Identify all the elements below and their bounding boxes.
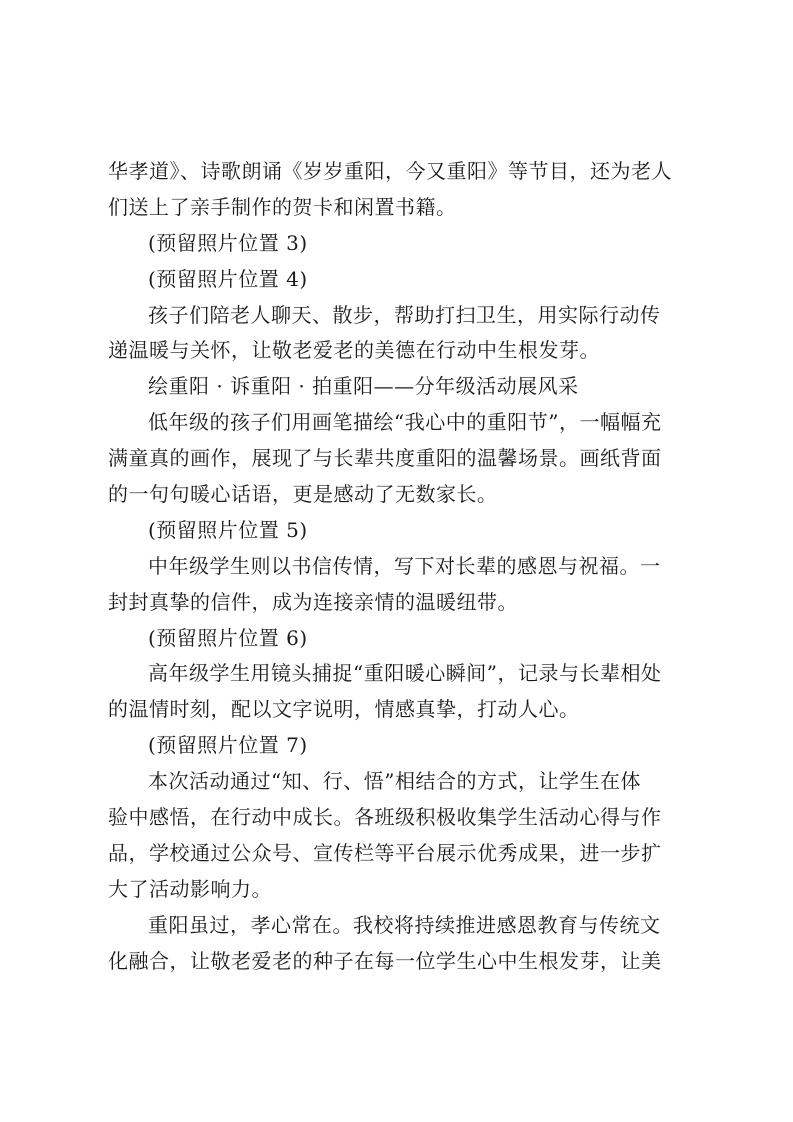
text-line: 的一句句暖心话语，更是感动了无数家长。 bbox=[108, 482, 498, 507]
photo-placeholder-6: (预留照片位置 6) bbox=[148, 625, 308, 650]
paragraph-start: 高年级学生用镜头捕捉“重阳暖心瞬间”，记录与长辈相处 bbox=[148, 661, 662, 686]
photo-placeholder-3: (预留照片位置 3) bbox=[148, 230, 308, 255]
paragraph-start: 低年级的孩子们用画笔描绘“我心中的重阳节”，一幅幅充 bbox=[148, 410, 662, 435]
text-line: 华孝道》、诗歌朗诵《岁岁重阳，今又重阳》等节目，还为老人 bbox=[108, 159, 672, 183]
text-line: 们送上了亲手制作的贺卡和闲置书籍。 bbox=[108, 194, 457, 219]
text-line: 满童真的画作，展现了与长辈共度重阳的温馨场景。画纸背面 bbox=[108, 446, 662, 471]
document-body bbox=[108, 154, 698, 979]
text-line: 的温情时刻，配以文字说明，情感真挚，打动人心。 bbox=[108, 697, 580, 722]
text-line: 大了活动影响力。 bbox=[108, 876, 272, 901]
text-line: 封封真挚的信件，成为连接亲情的温暖纽带。 bbox=[108, 589, 518, 614]
photo-placeholder-7: (预留照片位置 7) bbox=[148, 733, 308, 758]
text-line: 品，学校通过公众号、宣传栏等平台展示优秀成果，进一步扩 bbox=[108, 840, 662, 865]
paragraph-start: 本次活动通过“知、行、悟”相结合的方式，让学生在体 bbox=[148, 769, 641, 794]
paragraph-start: 重阳虽过，孝心常在。我校将持续推进感恩教育与传统文 bbox=[148, 912, 661, 937]
text-line: 化融合，让敬老爱老的种子在每一位学生心中生根发芽，让美 bbox=[108, 948, 662, 973]
paragraph-start: 中年级学生则以书信传情，写下对长辈的感恩与祝福。一 bbox=[148, 553, 661, 578]
photo-placeholder-4: (预留照片位置 4) bbox=[148, 266, 308, 291]
photo-placeholder-5: (预留照片位置 5) bbox=[148, 517, 308, 542]
text-line: 递温暖与关怀，让敬老爱老的美德在行动中生根发芽。 bbox=[108, 338, 600, 363]
paragraph-start: 孩子们陪老人聊天、散步，帮助打扫卫生，用实际行动传 bbox=[148, 302, 661, 327]
section-heading: 绘重阳 · 诉重阳 · 拍重阳——分年级活动展风采 bbox=[148, 374, 579, 399]
text-line: 验中感悟，在行动中成长。各班级积极收集学生活动心得与作 bbox=[108, 805, 662, 830]
